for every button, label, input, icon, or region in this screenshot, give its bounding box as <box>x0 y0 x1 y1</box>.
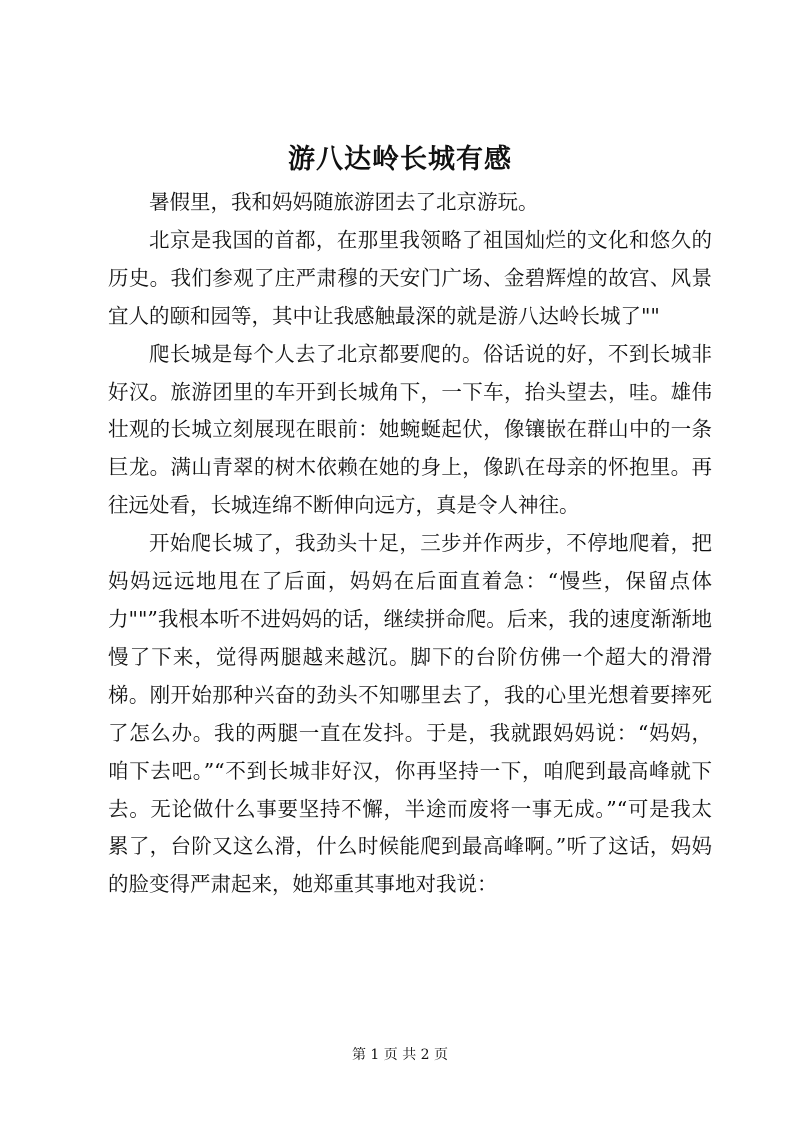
page-number-footer: 第 1 页 共 2 页 <box>351 1047 449 1063</box>
paragraph-2: 北京是我国的首都，在那里我领略了祖国灿烂的文化和悠久的历史。我们参观了庄严肃穆的天安门广场、金碧辉煌的故宫、风景宜人的颐和园等，其中让我感触最深的就是游八达岭长城了"" <box>108 227 712 328</box>
paragraph-3: 爬长城是每个人去了北京都要爬的。俗话说的好，不到长城非好汉。旅游团里的车开到长城角下，一下车，抬头望去，哇。雄伟壮观的长城立刻展现在眼前：她蜿蜒起伏，像镶嵌在群山中的一条巨龙。满山青翠的树木依赖在她的身上，像趴在母亲的怀抱里。再往远处看，长城连绵不断伸向远方，真是令人神往。 <box>108 341 712 518</box>
paragraph-4: 开始爬长城了，我劲头十足，三步并作两步，不停地爬着，把妈妈远远地甩在了后面，妈妈在后面直着急：“慢些，保留点体力""”我根本听不进妈妈的话，继续拼命爬。后来，我的速度渐渐地慢了下来，觉得两腿越来越沉。脚下的台阶仿佛一个超大的滑滑梯。刚开始那种兴奋的劲头不知哪里去了，我的心里光想着要摔死了怎么办。我的两腿一直在发抖。于是，我就跟妈妈说：“妈妈，咱下去吧。”“不到长城非好汉，你再坚持一下，咱爬到最高峰就下去。无论做什么事要坚持不懈，半途而废将一事无成。”“可是我太累了，台阶又这么滑，什么时候能爬到最高峰啊。”听了这话，妈妈的脸变得严肃起来，她郑重其事地对我说： <box>108 531 712 897</box>
article-body <box>108 184 712 904</box>
page-title: 游八达岭长城有感 <box>288 144 512 175</box>
paragraph-1: 暑假里，我和妈妈随旅游团去了北京游玩。 <box>149 190 539 214</box>
